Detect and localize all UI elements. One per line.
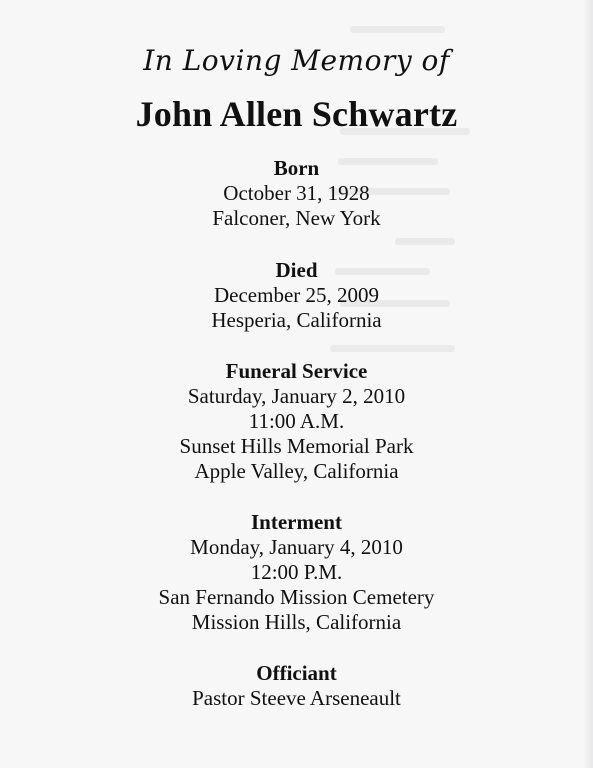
funeral-section [0,359,593,484]
born-date: October 31, 1928 [223,181,370,205]
interment-section [0,510,593,635]
died-date: December 25, 2009 [213,283,380,307]
interment-heading: Interment [251,510,342,534]
born-heading: Born [273,156,320,180]
died-section [0,258,593,333]
officiant-name: Pastor Steeve Arseneault [192,686,401,710]
died-place: Hesperia, California [211,308,382,332]
interment-time: 12:00 P.M. [250,560,343,584]
officiant-section [0,661,593,711]
funeral-time: 11:00 A.M. [248,409,345,433]
funeral-venue: Sunset Hills Memorial Park [179,434,414,458]
born-section [0,156,593,231]
interment-date: Monday, January 4, 2010 [190,535,403,559]
born-place: Falconer, New York [212,206,381,230]
deceased-name: John Allen Schwartz [135,94,458,134]
memorial-line: In Loving Memory of [143,44,450,77]
funeral-date: Saturday, January 2, 2010 [187,384,406,408]
interment-location: Mission Hills, California [191,610,402,634]
interment-cemetery: San Fernando Mission Cemetery [158,585,435,609]
funeral-location: Apple Valley, California [194,459,399,483]
died-heading: Died [275,258,318,282]
funeral-heading: Funeral Service [225,359,368,383]
officiant-heading: Officiant [256,661,337,685]
